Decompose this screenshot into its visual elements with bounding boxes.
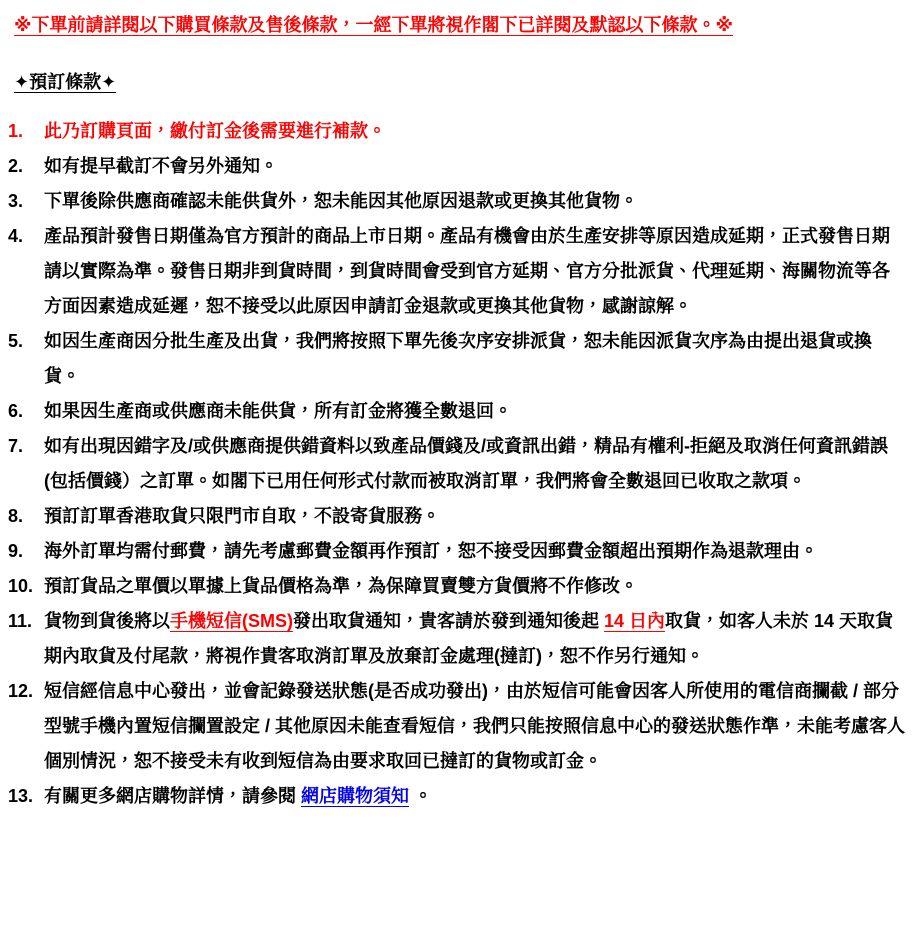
- item-number: 1.: [8, 121, 24, 141]
- item-text: 如有出現因錯字及/或供應商提供錯資料以致產品價錢及/或資訊出錯，精品有權利-拒絕及取消任何資訊錯誤(包括價錢）之訂單。如閣下已用任何形式付款而被取消訂單，我們將會全數退回已收取之款項。: [44, 436, 888, 491]
- terms-item-1: [8, 114, 907, 149]
- item-number: 2.: [8, 156, 24, 176]
- store-shopping-notice-link[interactable]: 網店購物須知: [301, 786, 409, 806]
- item-text-segment: 貨物到貨後將以: [44, 611, 170, 631]
- item-number: 9.: [8, 541, 24, 561]
- item-text: 短信經信息中心發出，並會記錄發送狀態(是否成功發出)，由於短信可能會因客人所使用的電信商攔截 / 部分型號手機內置短信攔置設定 / 其他原因未能查看短信，我們只能按照信息中心的發送狀態作準，未能考慮客人個別情況，恕不接受未有收到短信為由要求取回已撻訂的貨物或訂金。: [44, 681, 905, 771]
- item-number: 3.: [8, 191, 24, 211]
- item-number: 4.: [8, 226, 24, 246]
- item-text: 預訂訂單香港取貨只限門市自取，不設寄貨服務。: [44, 506, 440, 526]
- item-text: 海外訂單均需付郵費，請先考慮郵費金額再作預訂，恕不接受因郵費金額超出預期作為退款理由。: [44, 541, 818, 561]
- item-text-segment: 。: [409, 786, 433, 806]
- item-text: 下單後除供應商確認未能供貨外，恕未能因其他原因退款或更換其他貨物。: [44, 191, 638, 211]
- sms-notice-highlight: 手機短信(SMS): [170, 611, 293, 631]
- pickup-deadline-highlight: 14 日內: [604, 611, 666, 631]
- terms-item-12: [8, 674, 907, 779]
- terms-item-7: [8, 429, 907, 499]
- terms-item-9: [8, 534, 907, 569]
- terms-item-2: [8, 149, 907, 184]
- item-number: 10.: [8, 576, 34, 596]
- item-number: 6.: [8, 401, 24, 421]
- terms-item-5: [8, 324, 907, 394]
- item-number: 11.: [8, 611, 33, 631]
- item-text-segment: 發出取貨通知，貴客請於發到通知後起: [293, 611, 604, 631]
- terms-item-13: [8, 779, 907, 814]
- item-number: 5.: [8, 331, 24, 351]
- item-number: 13.: [8, 786, 34, 806]
- item-text-segment: 有關更多網店購物詳情，請參閱: [44, 786, 301, 806]
- section-title-preorder-terms: ✦預訂條款✦: [14, 72, 117, 92]
- terms-item-3: [8, 184, 907, 219]
- item-text: 此乃訂購頁面，繳付訂金後需要進行補款。: [44, 121, 386, 141]
- item-number: 8.: [8, 506, 24, 526]
- terms-item-11: [8, 604, 907, 674]
- terms-item-6: [8, 394, 907, 429]
- terms-item-4: [8, 219, 907, 324]
- item-text: 產品預計發售日期僅為官方預計的商品上市日期。產品有機會由於生產安排等原因造成延期，正式發售日期請以實際為準。發售日期非到貨時間，到貨時間會受到官方延期、官方分批派貨、代理延期、海關物流等各方面因素造成延遲，恕不接受以此原因申請訂金退款或更換其他貨物，感謝諒解。: [44, 226, 890, 316]
- item-text: 如有提早截訂不會另外通知。: [44, 156, 278, 176]
- item-text: 如因生產商因分批生產及出貨，我們將按照下單先後次序安排派貨，恕未能因派貨次序為由提出退貨或換貨。: [44, 331, 872, 386]
- item-text: 如果因生產商或供應商未能供貨，所有訂金將獲全數退回。: [44, 401, 512, 421]
- item-text: 預訂貨品之單價以單據上貨品價格為準，為保障買賣雙方貨價將不作修改。: [44, 576, 638, 596]
- item-text: [44, 779, 907, 814]
- item-text-segment: 取貨，如客人未於 14 天取貨期內取貨及付尾款，將視作貴客取消訂單及放棄訂金處理(撻訂)，恕不作另行通知。: [44, 611, 894, 666]
- terms-item-8: [8, 499, 907, 534]
- item-number: 12.: [8, 681, 34, 701]
- notice-header: ※下單前請詳閱以下購買條款及售後條款，一經下單將視作閣下已詳閱及默認以下條款。※: [14, 15, 733, 35]
- item-number: 7.: [8, 436, 24, 456]
- terms-list: [8, 114, 907, 814]
- terms-item-10: [8, 569, 907, 604]
- item-text: [44, 604, 907, 674]
